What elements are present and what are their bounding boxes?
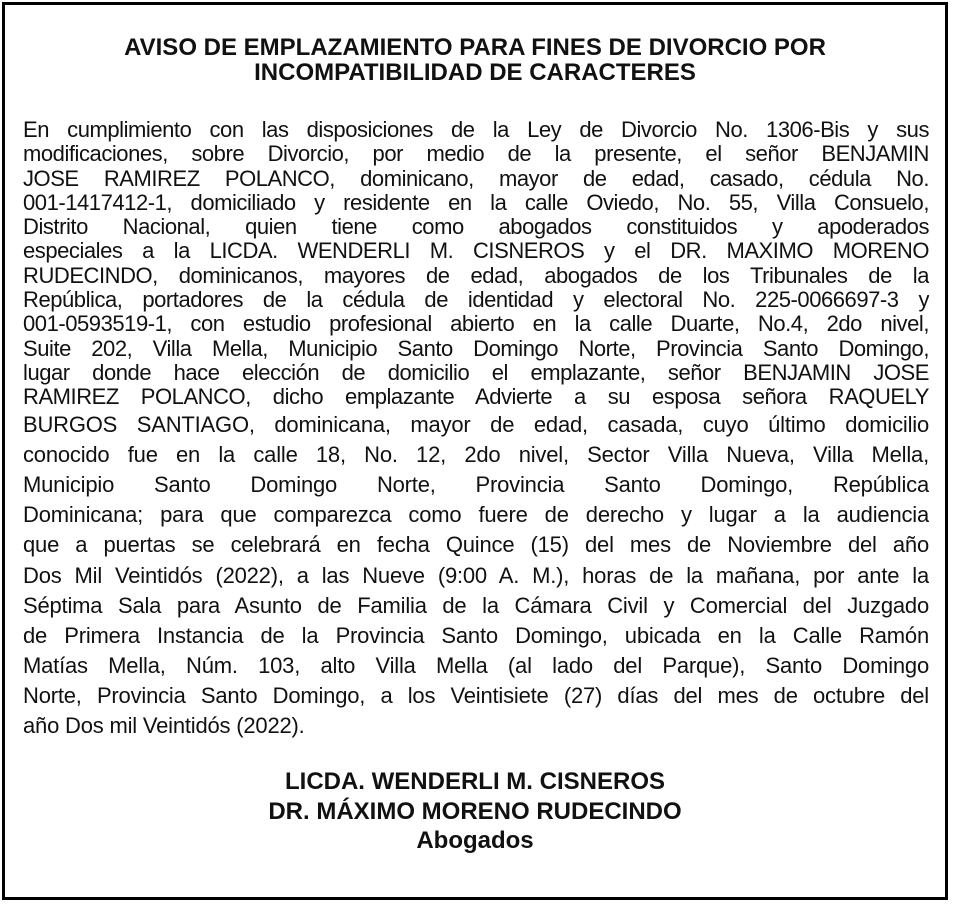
body-line: Matías Mella, Núm. 103, alto Villa Mella (al lado del Parque), Santo Domingo <box>23 653 929 679</box>
body-line: especiales a la LICDA. WENDERLI M. CISNEROS y el DR. MAXIMO MORENO <box>23 239 929 264</box>
body-line: conocido fue en la calle 18, No. 12, 2do nivel, Sector Villa Nueva, Villa Mella, <box>23 441 929 467</box>
body-line: 001-0593519-1, con estudio profesional abierto en la calle Duarte, No.4, 2do nivel, <box>23 312 929 337</box>
body-line: RAMIREZ POLANCO, dicho emplazante Advierte a su esposa señora RAQUELY <box>23 385 929 410</box>
body-line: RUDECINDO, dominicanos, mayores de edad, abogados de los Tribunales de la <box>23 263 929 288</box>
body-line: modificaciones, sobre Divorcio, por medio de la presente, el señor BENJAMIN <box>23 142 929 167</box>
signature-name: DR. MÁXIMO MORENO RUDECINDO <box>268 797 682 825</box>
body-line: Distrito Nacional, quien tiene como abogados constituidos y apoderados <box>23 215 929 240</box>
body-line: lugar donde hace elección de domicilio el emplazante, señor BENJAMIN JOSE <box>23 360 929 385</box>
body-line: Suite 202, Villa Mella, Municipio Santo Domingo Norte, Provincia Santo Domingo, <box>23 336 929 361</box>
body-block-condensed <box>23 118 929 410</box>
body-line: Dos Mil Veintidós (2022), a las Nueve (9:00 A. M.), horas de la mañana, por ante la <box>23 562 929 588</box>
body-line: República, portadores de la cédula de identidad y electoral No. 225-0066697-3 y <box>23 288 929 313</box>
body-block-spaced <box>23 410 929 742</box>
body-line: BURGOS SANTIAGO, dominicana, mayor de edad, casada, cuyo último domicilio <box>23 411 929 437</box>
signature-block <box>5 767 945 856</box>
body-line: Municipio Santo Domingo Norte, Provincia Santo Domingo, República <box>23 471 929 497</box>
signature-role: Abogados <box>416 827 534 854</box>
notice-frame <box>2 2 948 900</box>
title-line: AVISO DE EMPLAZAMIENTO PARA FINES DE DIVORCIO POR <box>124 34 826 61</box>
body-line: En cumplimiento con las disposiciones de la Ley de Divorcio No. 1306-Bis y sus <box>23 118 929 142</box>
body-line: Norte, Provincia Santo Domingo, a los Veintisiete (27) días del mes de octubre del <box>23 683 929 709</box>
body-line: Séptima Sala para Asunto de Familia de la Cámara Civil y Comercial del Juzgado <box>23 592 929 618</box>
signature-name: LICDA. WENDERLI M. CISNEROS <box>284 768 665 795</box>
notice-body <box>23 118 929 742</box>
notice-title <box>5 35 945 85</box>
body-line: JOSE RAMIREZ POLANCO, dominicano, mayor de edad, casado, cédula No. <box>23 166 929 191</box>
title-line: INCOMPATIBILIDAD DE CARACTERES <box>254 59 696 86</box>
body-line: Dominicana; para que comparezca como fuere de derecho y lugar a la audiencia <box>23 502 929 528</box>
body-line: de Primera Instancia de la Provincia Santo Domingo, ubicada en la Calle Ramón <box>23 622 929 648</box>
body-line: año Dos mil Veintidós (2022). <box>23 713 305 739</box>
body-line: que a puertas se celebrará en fecha Quince (15) del mes de Noviembre del año <box>23 532 929 558</box>
body-line: 001-1417412-1, domiciliado y residente en la calle Oviedo, No. 55, Villa Consuelo, <box>23 190 929 215</box>
